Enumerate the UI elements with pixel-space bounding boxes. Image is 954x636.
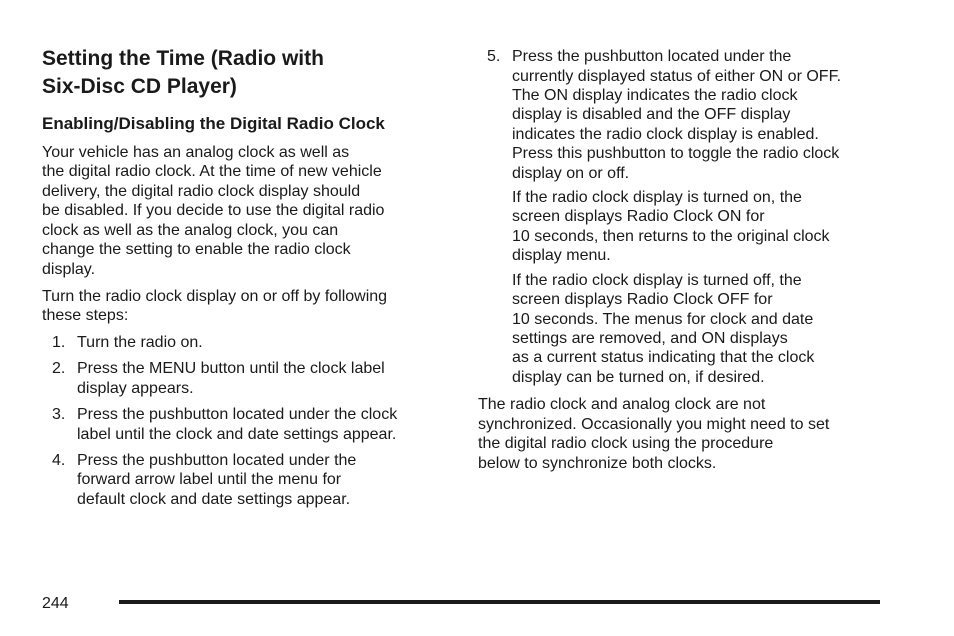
note-text: If the radio clock display is turned off, the <box>512 272 802 289</box>
step-text: forward arrow label until the menu for <box>77 471 342 488</box>
step-text: Press the MENU button until the clock label <box>77 360 385 377</box>
closing-text: The radio clock and analog clock are not <box>478 396 766 413</box>
intro-line: clock as well as the analog clock, you can <box>42 222 339 239</box>
step-text: Press the pushbutton located under the <box>512 48 792 65</box>
page-number: 244 <box>42 595 69 612</box>
section-title-line-1: Setting the Time (Radio with <box>42 47 324 70</box>
note-text: display menu. <box>512 247 611 264</box>
closing-text: below to synchronize both clocks. <box>478 455 717 472</box>
step-text: Press the pushbutton located under the <box>77 452 357 469</box>
closing-text: synchronized. Occasionally you might need to set <box>478 416 830 433</box>
note-text: screen displays Radio Clock ON for <box>512 208 765 225</box>
note-text: screen displays Radio Clock OFF for <box>512 291 773 308</box>
intro-line: the digital radio clock. At the time of new vehicle <box>42 163 382 180</box>
lead-line: these steps: <box>42 307 129 324</box>
step-text: Turn the radio on. <box>77 334 203 351</box>
closing-text: the digital radio clock using the procedure <box>478 435 774 452</box>
step-text: label until the clock and date settings appear. <box>77 426 397 443</box>
intro-line: delivery, the digital radio clock display should <box>42 183 361 200</box>
note-text: display can be turned on, if desired. <box>512 369 765 386</box>
intro-line: display. <box>42 261 96 278</box>
step-text: display appears. <box>77 380 194 397</box>
intro-line: be disabled. If you decide to use the digital radio <box>42 202 385 219</box>
step-text: default clock and date settings appear. <box>77 491 351 508</box>
step-number: 2. <box>52 360 66 377</box>
lead-line: Turn the radio clock display on or off by following <box>42 288 388 305</box>
step-text: display is disabled and the OFF display <box>512 106 791 123</box>
note-text: If the radio clock display is turned on, the <box>512 189 802 206</box>
step-text: Press the pushbutton located under the clock <box>77 406 398 423</box>
note-text: 10 seconds. The menus for clock and date <box>512 311 814 328</box>
intro-line: Your vehicle has an analog clock as well as <box>42 144 350 161</box>
step-text: currently displayed status of either ON or OFF. <box>512 68 842 85</box>
step-number: 5. <box>487 48 501 65</box>
step-text: Press this pushbutton to toggle the radio clock <box>512 145 840 162</box>
step-text: display on or off. <box>512 165 630 182</box>
step-text: indicates the radio clock display is enabled. <box>512 126 819 143</box>
note-text: settings are removed, and ON displays <box>512 330 788 347</box>
note-text: 10 seconds, then returns to the original clock <box>512 228 830 245</box>
intro-line: change the setting to enable the radio clock <box>42 241 351 258</box>
section-title-line-2: Six-Disc CD Player) <box>42 75 237 98</box>
step-number: 1. <box>52 334 66 351</box>
note-text: as a current status indicating that the clock <box>512 349 815 366</box>
step-text: The ON display indicates the radio clock <box>512 87 798 104</box>
subsection-title: Enabling/Disabling the Digital Radio Clock <box>42 114 385 133</box>
footer-rule <box>119 600 880 604</box>
step-number: 3. <box>52 406 66 423</box>
step-number: 4. <box>52 452 66 469</box>
